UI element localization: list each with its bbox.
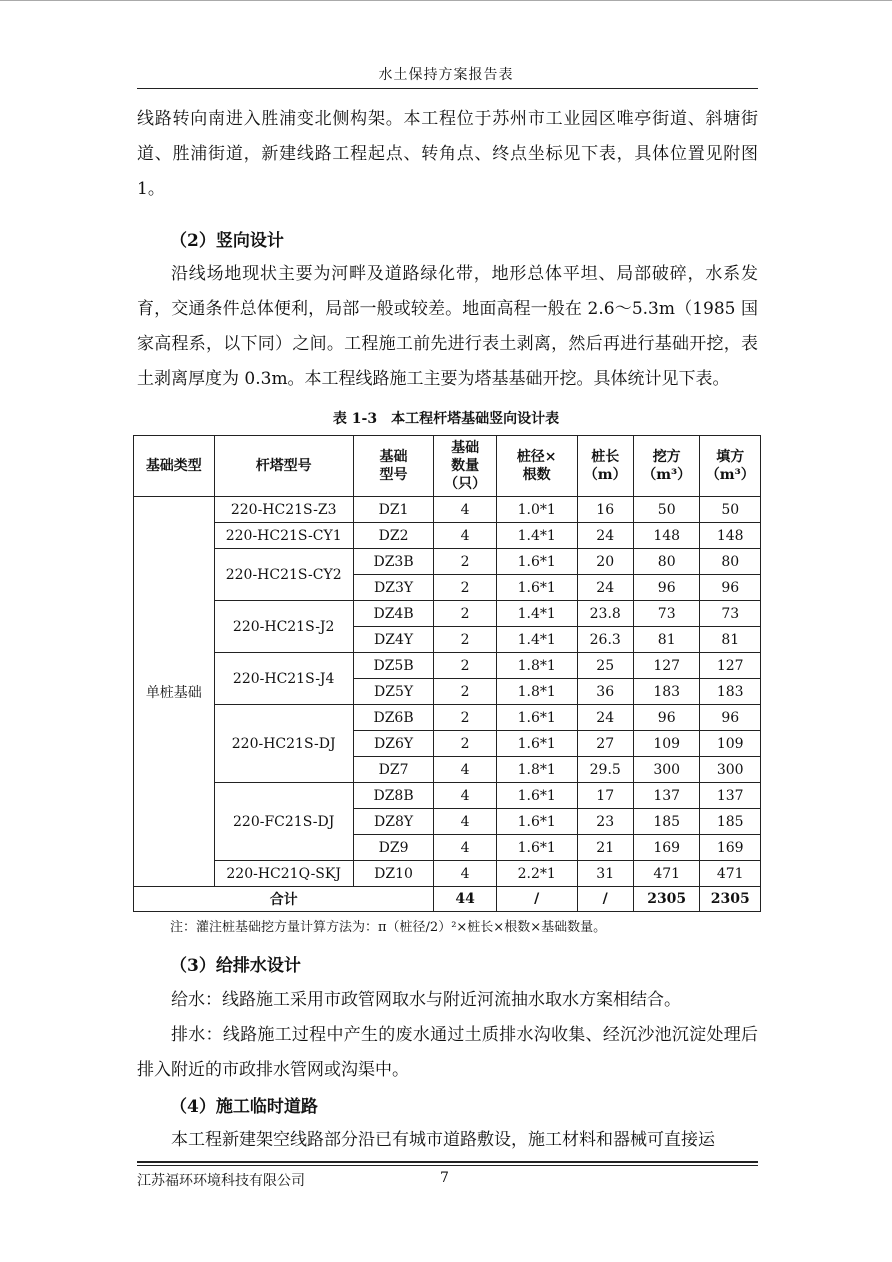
cell-pile-length: 26.3 [577, 627, 633, 653]
cell-cut-volume: 81 [633, 627, 700, 653]
cell-cut-volume: 148 [633, 523, 700, 549]
cell-fill-volume: 73 [700, 601, 761, 627]
footer-rule-thick [137, 1161, 758, 1163]
cell-fill-volume: 109 [700, 731, 761, 757]
cell-pile-diameter-count: 1.8*1 [496, 679, 577, 705]
cell-pile-diameter-count: 1.6*1 [496, 731, 577, 757]
cell-fill-volume: 127 [700, 653, 761, 679]
header-cut-volume: 挖方 （m³） [633, 436, 700, 497]
cell-total-fill: 2305 [700, 887, 761, 912]
cell-foundation-count: 2 [434, 601, 496, 627]
cell-foundation-count: 4 [434, 757, 496, 783]
paragraph-temporary-road: 本工程新建架空线路部分沿已有城市道路敷设，施工材料和器械可直接运 [171, 1130, 715, 1150]
cell-foundation-model: DZ4B [353, 601, 434, 627]
cell-fill-volume: 50 [700, 497, 761, 523]
cell-foundation-count: 4 [434, 861, 496, 887]
header-foundation-count: 基础 数量 （只） [434, 436, 496, 497]
cell-pile-length: 17 [577, 783, 633, 809]
cell-foundation-count: 2 [434, 705, 496, 731]
header-tower-model: 杆塔型号 [214, 436, 353, 497]
cell-total-cut: 2305 [633, 887, 700, 912]
cell-pile-length: 29.5 [577, 757, 633, 783]
cell-pile-diameter-count: 1.8*1 [496, 757, 577, 783]
cell-total-label: 合计 [134, 887, 434, 912]
cell-foundation-model: DZ4Y [353, 627, 434, 653]
footer-rule-thin [137, 1165, 758, 1166]
paragraph-vertical-design: 沿线场地现状主要为河畔及道路绿化带，地形总体平坦、局部破碎，水系发育，交通条件总体便利，局部一般或较差。地面高程一般在 2.6～5.3m（1985 国家高程系，以下同）之间。工程施工前先进行表土剥离，然后再进行基础开挖，表土剥离厚度为 0.3m。本工程线路施工主要为塔基基础开挖。具体统计见下表。 [137, 264, 758, 389]
cell-foundation-type: 单桩基础 [134, 497, 215, 887]
cell-foundation-count: 2 [434, 653, 496, 679]
cell-fill-volume: 183 [700, 679, 761, 705]
cell-pile-length: 36 [577, 679, 633, 705]
cell-foundation-model: DZ9 [353, 835, 434, 861]
cell-pile-length: 24 [577, 575, 633, 601]
cell-foundation-count: 2 [434, 731, 496, 757]
table-row [134, 653, 761, 679]
cell-tower-model: 220-HC21S-DJ [214, 705, 353, 783]
cell-pile-length: 25 [577, 653, 633, 679]
cell-cut-volume: 137 [633, 783, 700, 809]
cell-cut-volume: 96 [633, 575, 700, 601]
cell-foundation-model: DZ7 [353, 757, 434, 783]
cell-cut-volume: 471 [633, 861, 700, 887]
cell-tower-model: 220-HC21S-Z3 [214, 497, 353, 523]
cell-fill-volume: 148 [700, 523, 761, 549]
cell-foundation-model: DZ3B [353, 549, 434, 575]
page-number: 7 [440, 1170, 449, 1186]
cell-fill-volume: 300 [700, 757, 761, 783]
cell-foundation-model: DZ5Y [353, 679, 434, 705]
cell-pile-length: 16 [577, 497, 633, 523]
heading-vertical-design: （2）竖向设计 [170, 231, 284, 251]
table-total-row [134, 887, 761, 912]
cell-foundation-model: DZ3Y [353, 575, 434, 601]
cell-tower-model: 220-HC21Q-SKJ [214, 861, 353, 887]
cell-foundation-count: 2 [434, 549, 496, 575]
cell-pile-diameter-count: 1.6*1 [496, 783, 577, 809]
cell-cut-volume: 96 [633, 705, 700, 731]
table-row [134, 601, 761, 627]
cell-pile-diameter-count: 1.4*1 [496, 523, 577, 549]
cell-foundation-count: 4 [434, 809, 496, 835]
cell-foundation-model: DZ6Y [353, 731, 434, 757]
cell-cut-volume: 183 [633, 679, 700, 705]
cell-pile-diameter-count: 1.8*1 [496, 653, 577, 679]
cell-cut-volume: 169 [633, 835, 700, 861]
cell-tower-model: 220-HC21S-J4 [214, 653, 353, 705]
cell-pile-length: 27 [577, 731, 633, 757]
cell-tower-model: 220-HC21S-CY2 [214, 549, 353, 601]
cell-foundation-count: 4 [434, 835, 496, 861]
cell-fill-volume: 80 [700, 549, 761, 575]
cell-tower-model: 220-FC21S-DJ [214, 783, 353, 861]
cell-pile-length: 21 [577, 835, 633, 861]
cell-pile-diameter-count: 1.6*1 [496, 705, 577, 731]
cell-cut-volume: 127 [633, 653, 700, 679]
tower-foundation-table [133, 435, 761, 912]
table-body [134, 497, 761, 912]
cell-cut-volume: 80 [633, 549, 700, 575]
cell-fill-volume: 169 [700, 835, 761, 861]
cell-foundation-count: 2 [434, 679, 496, 705]
cell-pile-diameter-count: 1.6*1 [496, 575, 577, 601]
heading-water-supply-drainage: （3）给排水设计 [170, 956, 301, 976]
cell-foundation-count: 4 [434, 523, 496, 549]
cell-foundation-count: 2 [434, 627, 496, 653]
cell-pile-length: 24 [577, 705, 633, 731]
cell-pile-length: 20 [577, 549, 633, 575]
table-row [134, 549, 761, 575]
header-fill-volume: 填方 （m³） [700, 436, 761, 497]
cell-cut-volume: 109 [633, 731, 700, 757]
page-top-border [0, 0, 892, 9]
header-foundation-model: 基础 型号 [353, 436, 434, 497]
header-pile-length: 桩长 （m） [577, 436, 633, 497]
cell-fill-volume: 471 [700, 861, 761, 887]
cell-total-length: / [577, 887, 633, 912]
cell-foundation-count: 4 [434, 497, 496, 523]
cell-pile-diameter-count: 1.6*1 [496, 809, 577, 835]
cell-foundation-model: DZ5B [353, 653, 434, 679]
cell-pile-diameter-count: 2.2*1 [496, 861, 577, 887]
cell-pile-length: 23 [577, 809, 633, 835]
cell-cut-volume: 73 [633, 601, 700, 627]
cell-foundation-model: DZ1 [353, 497, 434, 523]
cell-tower-model: 220-HC21S-J2 [214, 601, 353, 653]
cell-total-pile: / [496, 887, 577, 912]
paragraph-route-location: 线路转向南进入胜浦变北侧构架。本工程位于苏州市工业园区唯亭街道、斜塘街道、胜浦街道，新建线路工程起点、转角点、终点坐标见下表，具体位置见附图1。 [137, 109, 758, 199]
cell-cut-volume: 300 [633, 757, 700, 783]
cell-pile-diameter-count: 1.0*1 [496, 497, 577, 523]
cell-fill-volume: 137 [700, 783, 761, 809]
cell-pile-length: 23.8 [577, 601, 633, 627]
paragraph-drainage: 排水：线路施工过程中产生的废水通过土质排水沟收集、经沉沙池沉淀处理后排入附近的市政排水管网或沟渠中。 [137, 1025, 758, 1080]
footer-company: 江苏福环环境科技有限公司 [137, 1173, 305, 1189]
cell-foundation-model: DZ8B [353, 783, 434, 809]
header-rule [137, 88, 758, 89]
table-row [134, 523, 761, 549]
table-header-row [134, 436, 761, 497]
cell-foundation-model: DZ10 [353, 861, 434, 887]
table-row [134, 497, 761, 523]
cell-cut-volume: 50 [633, 497, 700, 523]
cell-pile-diameter-count: 1.6*1 [496, 835, 577, 861]
page-header-title: 水土保持方案报告表 [378, 67, 514, 83]
cell-fill-volume: 96 [700, 575, 761, 601]
table-row [134, 783, 761, 809]
cell-foundation-model: DZ2 [353, 523, 434, 549]
table-note: 注：灌注桩基础挖方量计算方法为：π（桩径/2）²×桩长×根数×基础数量。 [170, 920, 607, 935]
cell-fill-volume: 81 [700, 627, 761, 653]
cell-pile-diameter-count: 1.6*1 [496, 549, 577, 575]
cell-foundation-count: 4 [434, 783, 496, 809]
cell-pile-length: 31 [577, 861, 633, 887]
cell-pile-diameter-count: 1.4*1 [496, 627, 577, 653]
cell-foundation-model: DZ6B [353, 705, 434, 731]
cell-cut-volume: 185 [633, 809, 700, 835]
cell-total-count: 44 [434, 887, 496, 912]
cell-fill-volume: 96 [700, 705, 761, 731]
cell-pile-diameter-count: 1.4*1 [496, 601, 577, 627]
cell-tower-model: 220-HC21S-CY1 [214, 523, 353, 549]
table-caption: 表 1-3 本工程杆塔基础竖向设计表 [332, 411, 560, 427]
paragraph-water-supply: 给水：线路施工采用市政管网取水与附近河流抽水取水方案相结合。 [171, 990, 681, 1010]
header-foundation-type: 基础类型 [134, 436, 215, 497]
cell-foundation-model: DZ8Y [353, 809, 434, 835]
table-row [134, 861, 761, 887]
cell-pile-length: 24 [577, 523, 633, 549]
table-row [134, 705, 761, 731]
heading-temporary-road: （4）施工临时道路 [170, 1097, 318, 1117]
cell-foundation-count: 2 [434, 575, 496, 601]
header-pile-diameter-count: 桩径× 根数 [496, 436, 577, 497]
cell-fill-volume: 185 [700, 809, 761, 835]
